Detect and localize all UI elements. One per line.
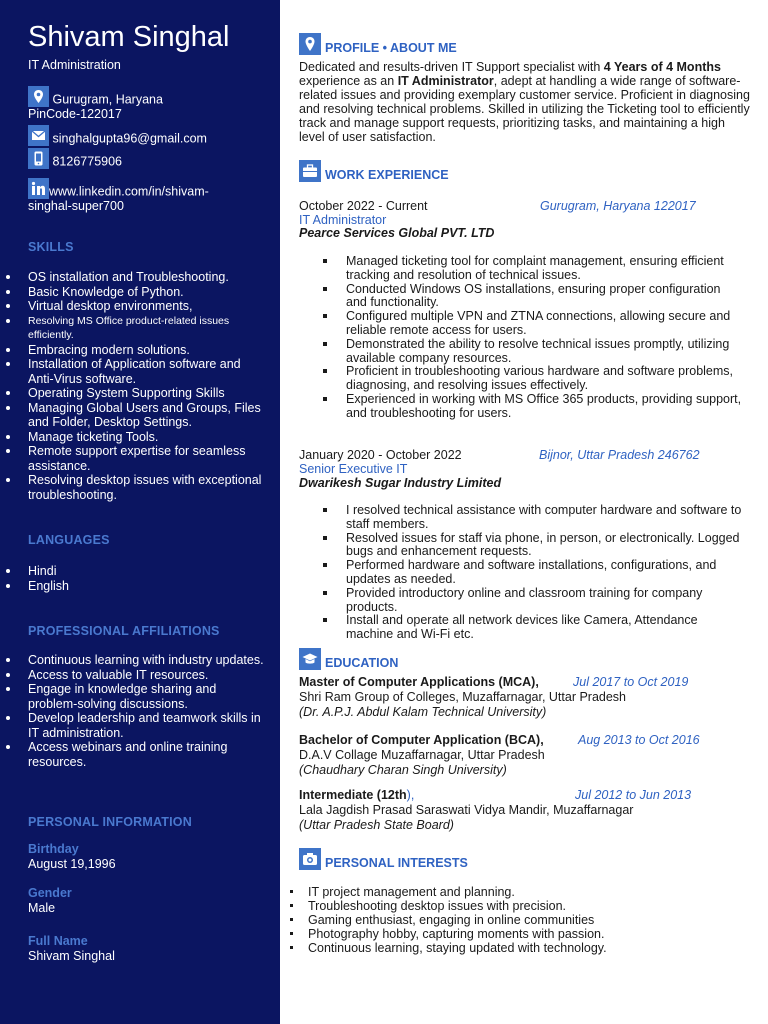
fullname-value: Shivam Singhal <box>28 949 115 963</box>
school-name: D.A.V Collage Muzaffarnagar, Uttar Pradesh <box>299 748 545 762</box>
university-name: (Chaudhary Charan Singh University) <box>299 763 507 777</box>
affiliations-heading: PROFESSIONAL AFFILIATIONS <box>28 624 220 638</box>
job-bullet: Proficient in troubleshooting various hardware and software problems, diagnosing, and resolving issues effectively. <box>323 365 743 393</box>
location-pin-icon <box>28 86 49 107</box>
job-company: Pearce Services Global PVT. LTD <box>299 226 495 240</box>
interest-item: Continuous learning, staying updated with technology. <box>286 941 746 955</box>
job-dates: October 2022 - Current <box>299 199 428 213</box>
job-role: IT Administration <box>28 58 121 72</box>
affiliation-item: Develop leadership and teamwork skills in IT administration. <box>5 711 267 740</box>
skill-item: Remote support expertise for seamless assistance. <box>5 444 267 473</box>
job-bullets <box>323 255 743 421</box>
job-bullet: Managed ticketing tool for complaint management, ensuring efficient tracking and resolution of technical issues. <box>323 255 743 283</box>
linkedin-url-1[interactable]: www.linkedin.com/in/shivam- <box>49 184 209 199</box>
contact-location <box>28 86 273 122</box>
email-icon <box>28 125 49 146</box>
camera-icon <box>299 848 321 870</box>
job-bullet: Performed hardware and software installations, configurations, and updates as needed. <box>323 559 743 587</box>
skill-item: Basic Knowledge of Python. <box>5 285 267 300</box>
main-content <box>280 0 768 1024</box>
affiliation-item: Access webinars and online training resources. <box>5 740 267 769</box>
job-dates: January 2020 - October 2022 <box>299 448 462 462</box>
degree-name-text: Intermediate (12th <box>299 788 407 802</box>
skill-item: Operating System Supporting Skills <box>5 386 267 401</box>
skill-item: Managing Global Users and Groups, Files and Folder, Desktop Settings. <box>5 401 267 430</box>
profile-text: experience as an <box>299 74 398 88</box>
interests-heading: PERSONAL INTERESTS <box>325 856 468 870</box>
personal-info-heading: PERSONAL INFORMATION <box>28 815 192 829</box>
skill-item: Installation of Application software and Anti-Virus software. <box>5 357 267 386</box>
skill-item: Virtual desktop environments, <box>5 299 267 314</box>
birthday-label: Birthday <box>28 842 79 856</box>
university-name: (Dr. A.P.J. Abdul Kalam Technical University) <box>299 705 547 719</box>
degree-name <box>299 788 414 802</box>
job-company: Dwarikesh Sugar Industry Limited <box>299 476 502 490</box>
degree-name: Bachelor of Computer Application (BCA), <box>299 733 544 747</box>
phone-number[interactable]: 8126775906 <box>52 154 123 169</box>
job-bullets <box>323 504 743 642</box>
skill-item: Embracing modern solutions. <box>5 343 267 358</box>
job-title: IT Administrator <box>299 213 387 227</box>
linkedin-icon <box>28 178 49 199</box>
profile-heading: PROFILE • ABOUT ME <box>325 41 457 55</box>
job-bullet: Conducted Windows OS installations, ensuring proper configuration and functionality. <box>323 283 743 311</box>
profile-years: 4 Years of 4 Months <box>603 60 721 74</box>
languages-heading: LANGUAGES <box>28 533 110 547</box>
linkedin-url-2[interactable]: singhal-super700 <box>28 199 124 213</box>
fullname-label: Full Name <box>28 934 88 948</box>
graduation-cap-icon <box>299 648 321 670</box>
degree-dates: Aug 2013 to Oct 2016 <box>578 733 700 747</box>
profile-text: , adept at handling a wide range of software-related issues and providing exemplary customer service. Proficient in diagnosing and resolving technical problems. Skilled in utilizing the Ticketing tool to efficiently track and manage support requests, prioritizing tasks, and maintaining a high level of user satisfaction. <box>299 74 750 144</box>
profile-text: Dedicated and results-driven IT Support specialist with <box>299 60 604 74</box>
affiliation-item: Access to valuable IT resources. <box>5 668 267 683</box>
interest-item: Photography hobby, capturing moments with passion. <box>286 927 746 941</box>
interest-item: Troubleshooting desktop issues with precision. <box>286 899 746 913</box>
job-bullet: Resolved issues for staff via phone, in person, or electronically. Logged bugs and enhancement requests. <box>323 532 743 560</box>
language-item: English <box>5 579 267 594</box>
skills-list <box>5 270 267 502</box>
job-bullet: I resolved technical assistance with computer hardware and software to staff members. <box>323 504 743 532</box>
job-bullet: Experienced in working with MS Office 365 products, providing support, and troubleshooting for users. <box>323 393 743 421</box>
job-location: Gurugram, Haryana 122017 <box>540 199 696 213</box>
skill-item: Resolving MS Office product-related issues efficiently. <box>5 314 267 343</box>
affiliations-list <box>5 653 267 769</box>
location-pincode: PinCode-122017 <box>28 107 122 121</box>
affiliation-item: Continuous learning with industry updates. <box>5 653 267 668</box>
school-name: Shri Ram Group of Colleges, Muzaffarnagar, Uttar Pradesh <box>299 690 627 704</box>
briefcase-icon <box>299 160 321 182</box>
interests-list <box>286 885 746 955</box>
degree-name-tail: ), <box>406 788 415 802</box>
university-name: (Uttar Pradesh State Board) <box>299 818 454 832</box>
degree-dates: Jul 2012 to Jun 2013 <box>575 788 692 802</box>
skills-heading: SKILLS <box>28 240 74 254</box>
experience-heading: WORK EXPERIENCE <box>325 168 449 182</box>
interest-item: Gaming enthusiast, engaging in online communities <box>286 913 746 927</box>
job-location: Bijnor, Uttar Pradesh 246762 <box>539 448 700 462</box>
gender-value: Male <box>28 901 56 915</box>
profile-icon <box>299 33 321 55</box>
education-heading: EDUCATION <box>325 656 399 670</box>
profile-role: IT Administrator <box>397 74 494 88</box>
contact-phone <box>28 148 273 169</box>
interest-item: IT project management and planning. <box>286 885 746 899</box>
job-bullet: Provided introductory online and classroom training for company products. <box>323 587 743 615</box>
skill-item: OS installation and Troubleshooting. <box>5 270 267 285</box>
birthday-value: August 19,1996 <box>28 857 116 871</box>
language-item: Hindi <box>5 564 267 579</box>
skill-item: Manage ticketing Tools. <box>5 430 267 445</box>
languages-list <box>5 564 267 593</box>
school-name: Lala Jagdish Prasad Saraswati Vidya Mandir, Muzaffarnagar <box>299 803 634 817</box>
job-title: Senior Executive IT <box>299 462 408 476</box>
job-bullet: Configured multiple VPN and ZTNA connections, allowing secure and reliable remote access for users. <box>323 310 743 338</box>
resume-name: Shivam Singhal <box>28 21 230 53</box>
location-city: Gurugram, Haryana <box>52 92 163 107</box>
sidebar <box>0 0 280 1024</box>
job-bullet: Install and operate all network devices like Camera, Attendance machine and Wi-Fi etc. <box>323 614 743 642</box>
affiliation-item: Engage in knowledge sharing and problem-solving discussions. <box>5 682 267 711</box>
contact-email <box>28 125 273 146</box>
degree-dates: Jul 2017 to Oct 2019 <box>573 675 689 689</box>
profile-summary <box>299 60 751 144</box>
gender-label: Gender <box>28 886 72 900</box>
phone-icon <box>28 148 49 169</box>
contact-linkedin <box>28 178 273 214</box>
skill-item: Resolving desktop issues with exceptional troubleshooting. <box>5 473 267 502</box>
degree-name: Master of Computer Applications (MCA), <box>299 675 539 689</box>
job-bullet: Demonstrated the ability to resolve technical issues promptly, utilizing available company resources. <box>323 338 743 366</box>
email-link[interactable]: singhalgupta96@gmail.com <box>52 131 207 146</box>
